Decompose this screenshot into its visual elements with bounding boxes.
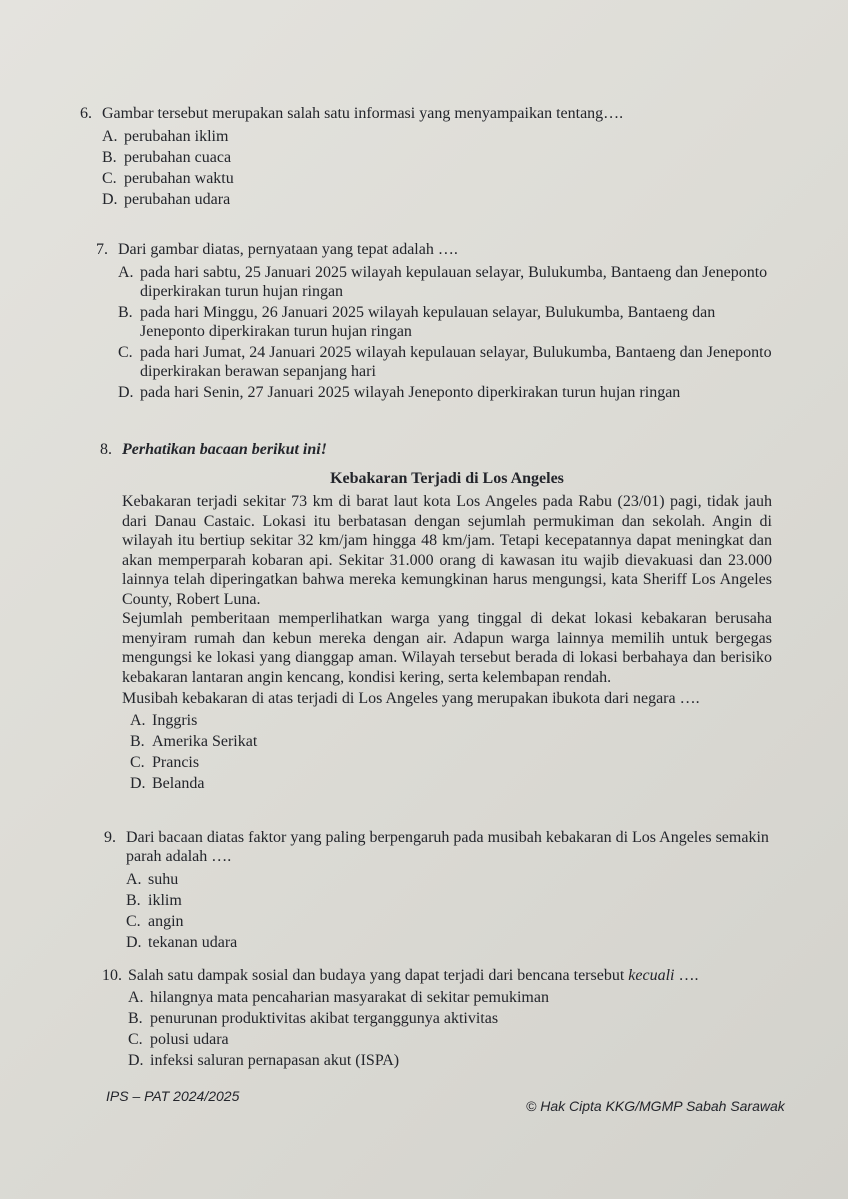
- option-d: D. Belanda: [130, 774, 205, 792]
- question-8: [100, 440, 772, 793]
- reading-instruction: Perhatikan bacaan berikut ini!: [122, 441, 327, 458]
- option-b: B. pada hari Minggu, 26 Januari 2025 wilayah kepulauan selayar, Bulukumba, Bantaeng dan Jeneponto diperkirakan turun hujan ringan: [118, 304, 716, 340]
- question-stem: Dari bacaan diatas faktor yang paling berpengaruh pada musibah kebakaran di Los Angeles semakin parah adalah ….: [126, 829, 769, 865]
- option-a: A. suhu: [126, 871, 179, 888]
- option-d: D. perubahan udara: [102, 191, 231, 208]
- passage-title: Kebakaran Terjadi di Los Angeles: [330, 470, 564, 487]
- option-a: A. Inggris: [130, 711, 198, 729]
- option-b: B. penurunan produktivitas akibat terganggunya aktivitas: [128, 1010, 499, 1027]
- option-c: C. Prancis: [130, 753, 200, 771]
- question-number: 8.: [100, 441, 112, 458]
- passage-paragraph-1: Kebakaran terjadi sekitar 73 km di barat laut kota Los Angeles pada Rabu (23/01) pagi, tidak jauh dari Danau Castaic. Lokasi itu berbatasan dengan sejumlah permukiman dan sekolah. Angin di wilayah itu bertiup sekitar 32 km/jam hingga 48 km/jam. Tetapi kecepatannya dapat meningkat dan akan memperparah kobaran api. Sekitar 31.000 orang di kawasan itu wajib dievakuasi dan 23.000 lainnya telah diperingatkan bahwa mereka kemungkinan harus mengungsi, kata Sheriff Los Angeles County, Robert Luna.: [122, 493, 772, 608]
- reading-passage: [122, 469, 772, 709]
- question-stem: Gambar tersebut merupakan salah satu informasi yang menyampaikan tentang….: [102, 105, 624, 122]
- option-d: D. pada hari Senin, 27 Januari 2025 wilayah Jeneponto diperkirakan turun hujan ringan: [118, 384, 681, 401]
- option-b: B. Amerika Serikat: [130, 732, 258, 750]
- passage-paragraph-2: Sejumlah pemberitaan memperlihatkan warga yang tinggal di dekat lokasi kebakaran berusaha menyiram rumah dan kebun mereka dengan air. Adapun warga lainnya memilih untuk bergegas mengungsi ke lokasi yang dianggap aman. Wilayah tersebut berada di lokasi berbahaya dan berisiko kebakaran lantaran angin kencang, kondisi kering, serta kelembapan rendah.: [122, 610, 772, 686]
- option-a: A. hilangnya mata pencaharian masyarakat di sekitar pemukiman: [128, 989, 549, 1006]
- option-c: C. perubahan waktu: [102, 170, 234, 187]
- question-9: [104, 828, 772, 952]
- option-d: D. tekanan udara: [126, 934, 238, 951]
- option-c: C. pada hari Jumat, 24 Januari 2025 wilayah kepulauan selayar, Bulukumba, Bantaeng dan Jeneponto diperkirakan berawan sepanjang hari: [118, 344, 772, 380]
- question-10: [102, 966, 772, 1070]
- option-c: C. polusi udara: [128, 1031, 229, 1048]
- option-a: A. pada hari sabtu, 25 Januari 2025 wilayah kepulauan selayar, Bulukumba, Bantaeng dan Jeneponto diperkirakan turun hujan ringan: [118, 264, 768, 300]
- emphasis-kecuali: kecuali: [628, 967, 675, 984]
- footer-right: © Hak Cipta KKG/MGMP Sabah Sarawak: [526, 1098, 785, 1114]
- question-number: 6.: [80, 105, 92, 122]
- option-b: B. perubahan cuaca: [102, 149, 232, 166]
- question-6: [80, 104, 780, 209]
- option-d: D. infeksi saluran pernapasan akut (ISPA): [128, 1052, 400, 1069]
- question-stem: Salah satu dampak sosial dan budaya yang dapat terjadi dari bencana tersebut kecuali ….: [128, 967, 699, 984]
- question-number: 9.: [104, 829, 116, 846]
- question-number: 7.: [96, 241, 108, 258]
- option-a: A. perubahan iklim: [102, 128, 229, 145]
- footer-left: IPS – PAT 2024/2025: [106, 1088, 240, 1104]
- question-number: 10.: [102, 967, 122, 984]
- question-stem: Musibah kebakaran di atas terjadi di Los Angeles yang merupakan ibukota dari negara ….: [122, 690, 700, 707]
- option-c: C. angin: [126, 913, 184, 930]
- option-b: B. iklim: [126, 892, 182, 909]
- question-stem: Dari gambar diatas, pernyataan yang tepat adalah ….: [118, 241, 458, 258]
- question-7: [96, 240, 776, 402]
